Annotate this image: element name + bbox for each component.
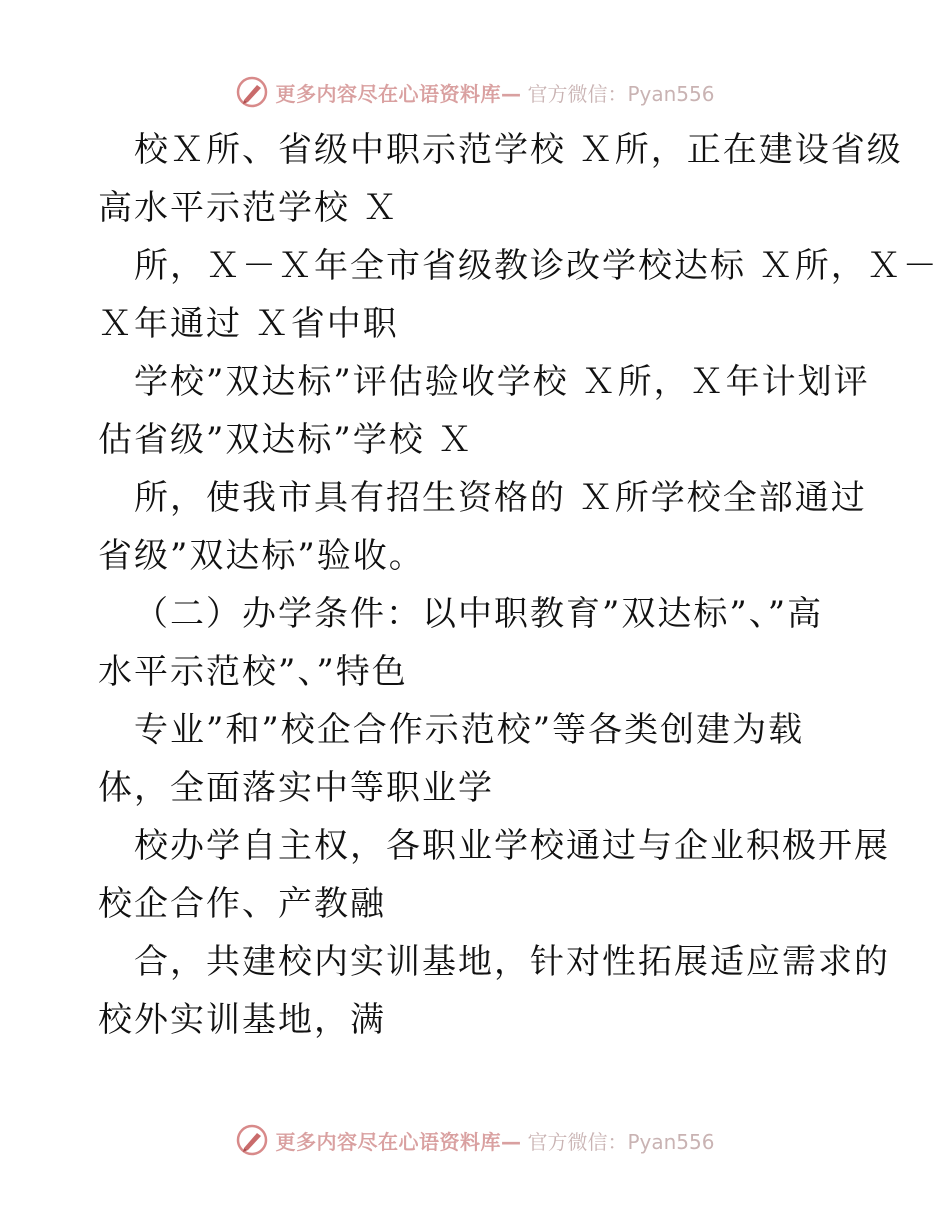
- text-line: 估省级”双达标”学校 Ｘ: [98, 420, 474, 460]
- text-line: 所，Ｘ－Ｘ年全市省级教诊改学校达标 Ｘ所，Ｘ－: [134, 246, 939, 286]
- pen-logo-icon: [235, 1123, 269, 1157]
- text-line: 校Ｘ所、省级中职示范学校 Ｘ所，正在建设省级: [134, 130, 903, 170]
- footer-watermark: [0, 1120, 950, 1160]
- text-line: 高水平示范学校 Ｘ: [98, 188, 399, 228]
- watermark-contact-text: 官方微信：Pyan556: [527, 1129, 715, 1154]
- pen-logo-icon: [235, 75, 269, 109]
- text-line: 校外实训基地，满: [98, 1000, 386, 1040]
- text-line: 合，共建校内实训基地，针对性拓展适应需求的: [134, 942, 890, 982]
- watermark-main-text: 更多内容尽在心语资料库—: [275, 81, 522, 106]
- text-line: （二）办学条件：以中职教育”双达标”、”高: [134, 594, 824, 634]
- text-line: 专业”和”校企合作示范校”等各类创建为载: [134, 710, 805, 750]
- text-line: 所，使我市具有招生资格的 Ｘ所学校全部通过: [134, 478, 867, 518]
- text-line: 学校”双达标”评估验收学校 Ｘ所，Ｘ年计划评: [134, 362, 870, 402]
- text-line: 省级”双达标”验收。: [98, 536, 425, 576]
- text-line: 校办学自主权，各职业学校通过与企业积极开展: [134, 826, 890, 866]
- text-line: 水平示范校”、”特色: [98, 652, 408, 692]
- watermark-contact-text: 官方微信：Pyan556: [527, 81, 715, 106]
- text-line: 校企合作、产教融: [98, 884, 386, 924]
- text-line: 体，全面落实中等职业学: [98, 768, 494, 808]
- watermark-main-text: 更多内容尽在心语资料库—: [275, 1129, 522, 1154]
- text-line: Ｘ年通过 Ｘ省中职: [98, 304, 399, 344]
- header-watermark: [0, 72, 950, 112]
